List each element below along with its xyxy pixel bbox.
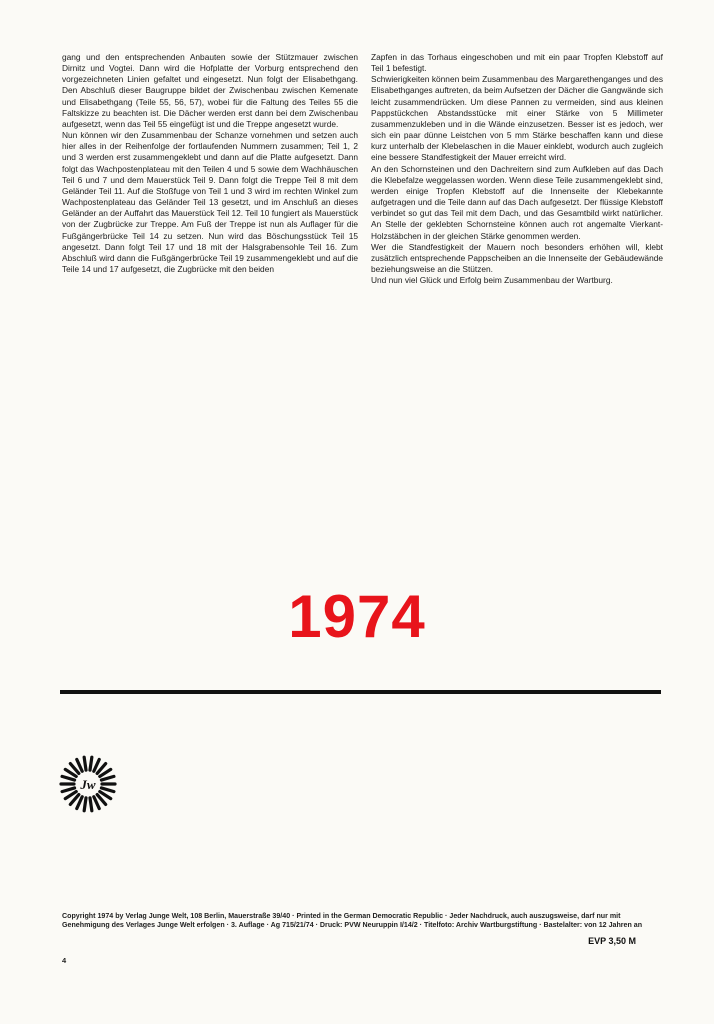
right-text-column: [371, 52, 663, 286]
logo-ray: [90, 757, 92, 770]
sunburst-logo-icon: [58, 754, 118, 814]
left-text-column: [62, 52, 358, 275]
logo-letters: Jw: [80, 777, 96, 792]
paragraph: Schwierigkeiten können beim Zusammenbau des Margarethenganges und des Elisabethganges auftreten, da beim Aufsetzen der Dächer die Gangwände sich leicht zusammendrücken. Um diese Pannen zu vermeiden, sind aus kleinen Pappstückchen Abstandsstücke mit einer Stärke von 5 Millimeter zusammenzukleben und in die Wände einzusetzen. Besser ist es jedoch, wer sich ein paar dünne Leistchen von 5 mm Stärke beschaffen kann und diese kurz unterhalb der Klebelaschen in die Mauer einklebt, wodurch auch zugleich eine bessere Standfestigkeit der Mauer erreicht wird.: [371, 74, 663, 163]
paragraph: Und nun viel Glück und Erfolg beim Zusammenbau der Wartburg.: [371, 275, 613, 286]
logo-ray: [84, 798, 86, 811]
logo-ray: [94, 797, 99, 809]
paragraph: gang und den entsprechenden Anbauten sowie der Stützmauer zwischen Dirnitz und Vogtei. Dann wird die Hofplatte der Vorburg entsprechend den vorgezeichneten Linien gefaltet und eingesetzt. Nun folgt der Elisabethgang. Den Abschluß dieser Baugruppe bildet der Zwischenbau zwischen Kemenate und Elisabethgang (Teile 55, 56, 57), wobei für die Faltung des Teiles 55 die Faltskizze zu beachten ist. Die Dächer werden erst dann bei dem Zwischenbau aufgesetzt, wenn das Teil 55 eingefügt ist und die Treppe angesetzt wurde.: [62, 52, 358, 129]
logo-ray: [101, 776, 113, 780]
logo-ray: [77, 797, 82, 809]
logo-ray: [94, 759, 99, 771]
logo-ray: [101, 788, 113, 792]
page-number: 4: [62, 956, 67, 965]
price-label: EVP 3,50 M: [588, 936, 636, 946]
paragraph: Nun können wir den Zusammenbau der Schanze vornehmen und setzen auch hier alles in der Reihenfolge der fortlaufenden Nummern zusammen; Teil 1, 2 und 3 werden erst zusammengeklebt und dann auf die Platte aufgesetzt. Dann folgt das Wachpostenplateau mit den Teilen 4 und 5 sowie dem Wachhäuschen Teil 6 und 7 und dem Mauerstück Teil 9. Dann folgt die Treppe Teil 8 mit dem Geländer Teil 11. Auf die Stoßfuge von Teil 1 und 3 wird im rechten Winkel zum Wachpostenplateau das Geländer Teil 13 gesetzt, und im Anschluß an dieses Geländer an der Auffahrt das Mauerstück Teil 12. Teil 10 fungiert als Mauerstück von der Zugbrücke zur Treppe. Am Fuß der Treppe ist nun als Auflager für die Fußgängerbrücke Teil 14 zu setzen. Nun wird das Böschungsstück Teil 15 angesetzt. Dann folgt Teil 17 und 18 mit der Halsgrabensohle Teil 16. Zum Abschluß wird dann die Fußgängerbrücke Teil 19 zusammengeklebt und auf die Teile 14 und 17 aufgesetzt, die Zugbrücke mit den beiden: [62, 130, 358, 274]
logo-ray: [84, 757, 86, 770]
copyright-imprint: Copyright 1974 by Verlag Junge Welt, 108 Berlin, Mauerstraße 39/40 · Printed in the German Democratic Republic · Jeder Nachdruck, auch auszugsweise, darf nur mit Genehmigung des Verlages Junge Welt erfolgen · 3. Auflage · Ag 715/21/74 · Druck: PVW Neuruppin I/14/2 · Titelfoto: Archiv Wartburgstiftung · Bastelalter: von 12 Jahren an: [62, 912, 643, 929]
logo-ray: [77, 759, 82, 771]
paragraph: Wer die Standfestigkeit der Mauern noch besonders erhöhen will, klebt zusätzlich entsprechende Pappscheiben an die Innenseite der Gebäudewände beziehungsweise an die Stützen.: [371, 241, 663, 274]
logo-ray: [90, 798, 92, 811]
horizontal-rule: [60, 690, 661, 694]
logo-ray: [62, 788, 74, 792]
paragraph: An den Schornsteinen und den Dachreitern sind zum Aufkleben auf das Dach die Klebefalze weggelassen worden. Wenn diese Teile zusammengeklebt sind, werden einige Tropfen Klebstoff auf die Innenseite der Klebekannte aufgetragen und die Teile dann auf das Dach aufgesetzt. Der flüssige Klebstoff verbindet so gut das Teil mit dem Dach, und das Gesamtbild wirkt natürlicher. An Stelle der geklebten Schornsteine können auch rot angemalte Vierkant-Holzstäbchen in der gleichen Stärke genommen werden.: [371, 163, 663, 241]
year-stamp: 1974: [288, 583, 426, 650]
logo-ray: [62, 776, 74, 780]
paragraph: Zapfen in das Torhaus eingeschoben und mit ein paar Tropfen Klebstoff auf Teil 1 befestigt.: [371, 52, 663, 74]
